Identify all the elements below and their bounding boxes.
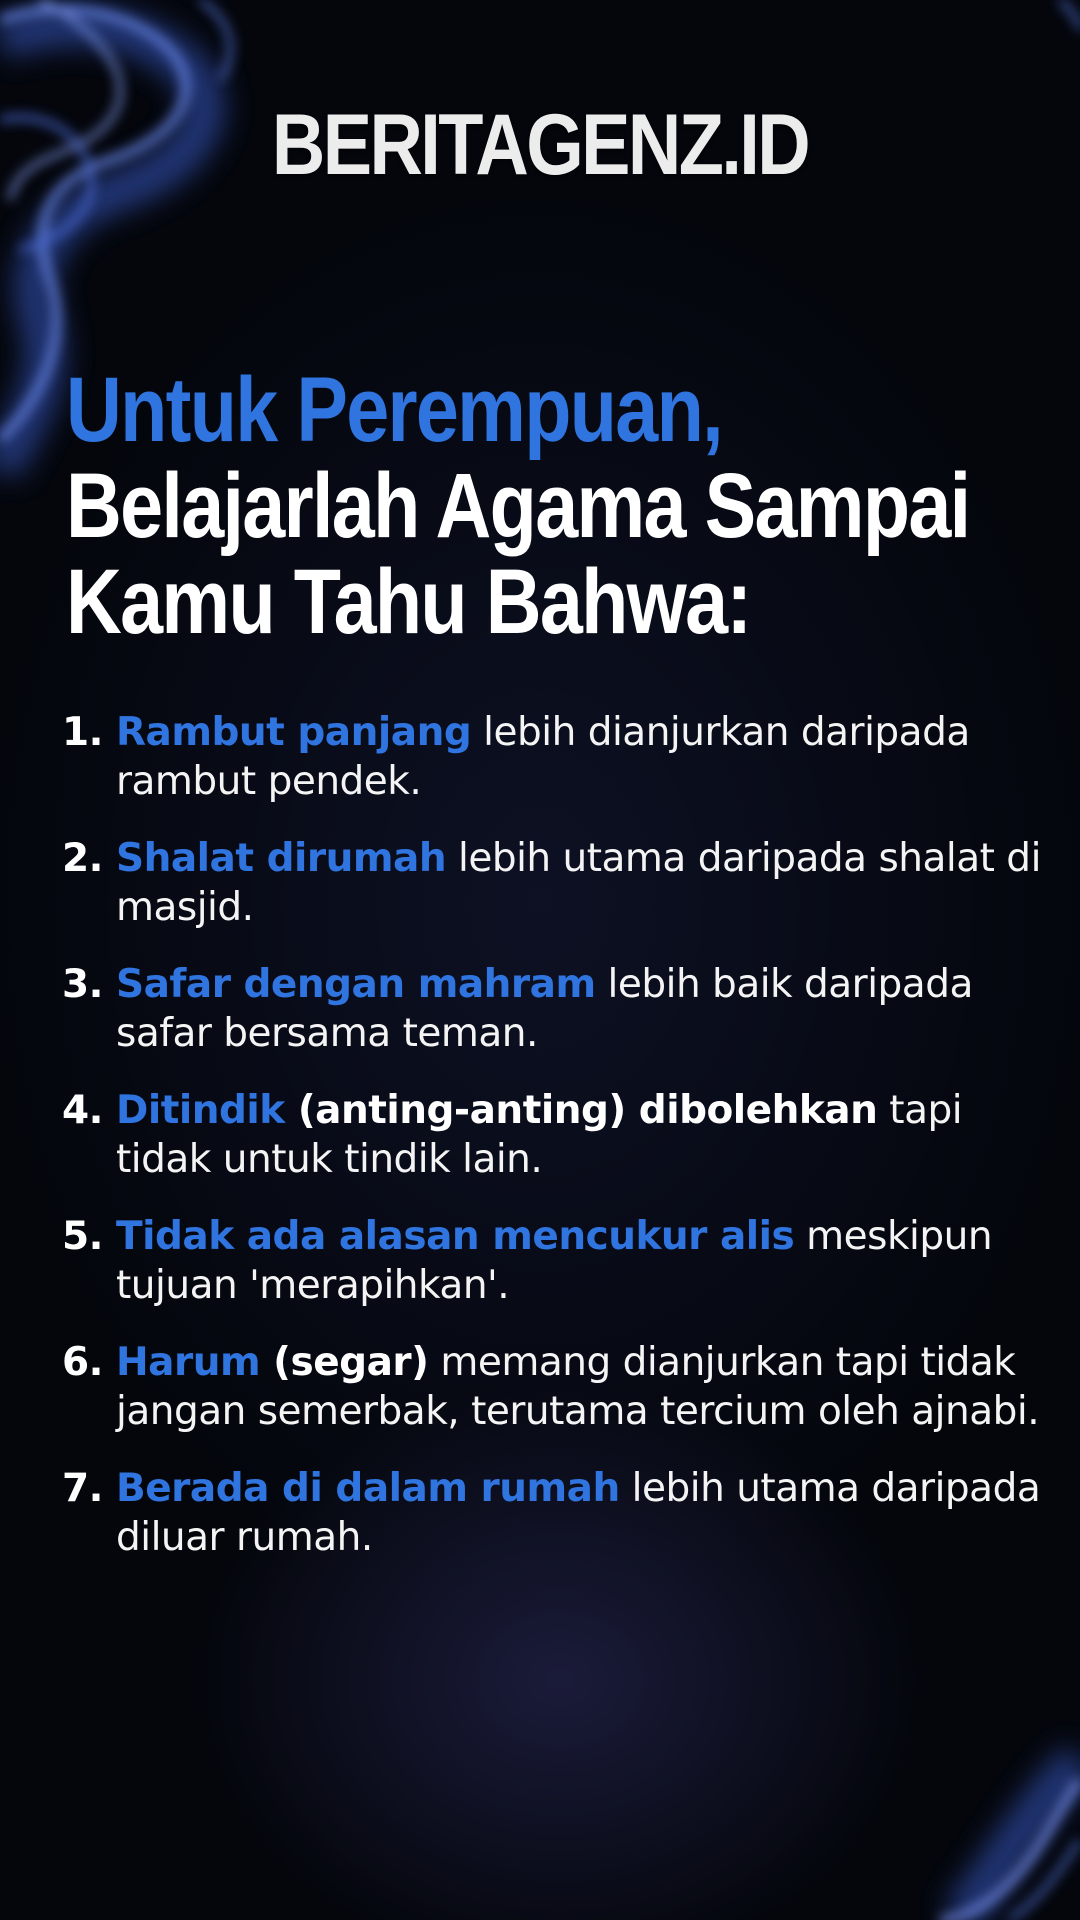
item-text: lebih dianjurkan daripada rambut pendek. (116, 710, 970, 804)
list-item (62, 1086, 1052, 1184)
item-highlight: Rambut panjang (116, 710, 472, 755)
headline (66, 359, 970, 653)
item-bold-text: (anting-anting) dibolehkan (284, 1088, 878, 1133)
item-number: 3. (62, 962, 103, 1007)
item-number: 6. (62, 1340, 103, 1385)
item-bold-text: (segar) (260, 1340, 429, 1385)
headline-line-2: Belajarlah Agama Sampai (66, 455, 970, 557)
brand-title: BERITAGENZ.ID (271, 97, 809, 193)
item-highlight: Tidak ada alasan mencukur alis (116, 1214, 795, 1259)
list-item (62, 708, 1052, 806)
headline-line-1: Untuk Perempuan, (66, 359, 722, 461)
list-item (62, 960, 1052, 1058)
list-item (62, 1212, 1052, 1310)
headline-line-3: Kamu Tahu Bahwa: (66, 551, 751, 653)
list-item (62, 1464, 1052, 1562)
item-number: 1. (62, 710, 103, 755)
item-highlight: Shalat dirumah (116, 836, 447, 881)
item-number: 4. (62, 1088, 103, 1133)
item-highlight: Berada di dalam rumah (116, 1466, 620, 1511)
item-text: lebih baik daripada safar bersama teman. (116, 962, 973, 1056)
item-text: tapi tidak untuk tindik lain. (116, 1088, 963, 1182)
item-text: lebih utama daripada diluar rumah. (116, 1466, 1041, 1560)
item-number: 2. (62, 836, 103, 881)
item-highlight: Safar dengan mahram (116, 962, 596, 1007)
item-number: 5. (62, 1214, 103, 1259)
item-text: lebih utama daripada shalat di masjid. (116, 836, 1041, 930)
item-highlight: Harum (116, 1340, 261, 1385)
item-text: meskipun tujuan 'merapihkan'. (116, 1214, 993, 1308)
item-text: memang dianjurkan tapi tidak jangan semerbak, terutama tercium oleh ajnabi. (116, 1340, 1040, 1434)
list-item (62, 1338, 1052, 1436)
item-number: 7. (62, 1466, 103, 1511)
tips-list (62, 708, 1052, 1590)
list-item (62, 834, 1052, 932)
item-highlight: Ditindik (116, 1088, 285, 1133)
